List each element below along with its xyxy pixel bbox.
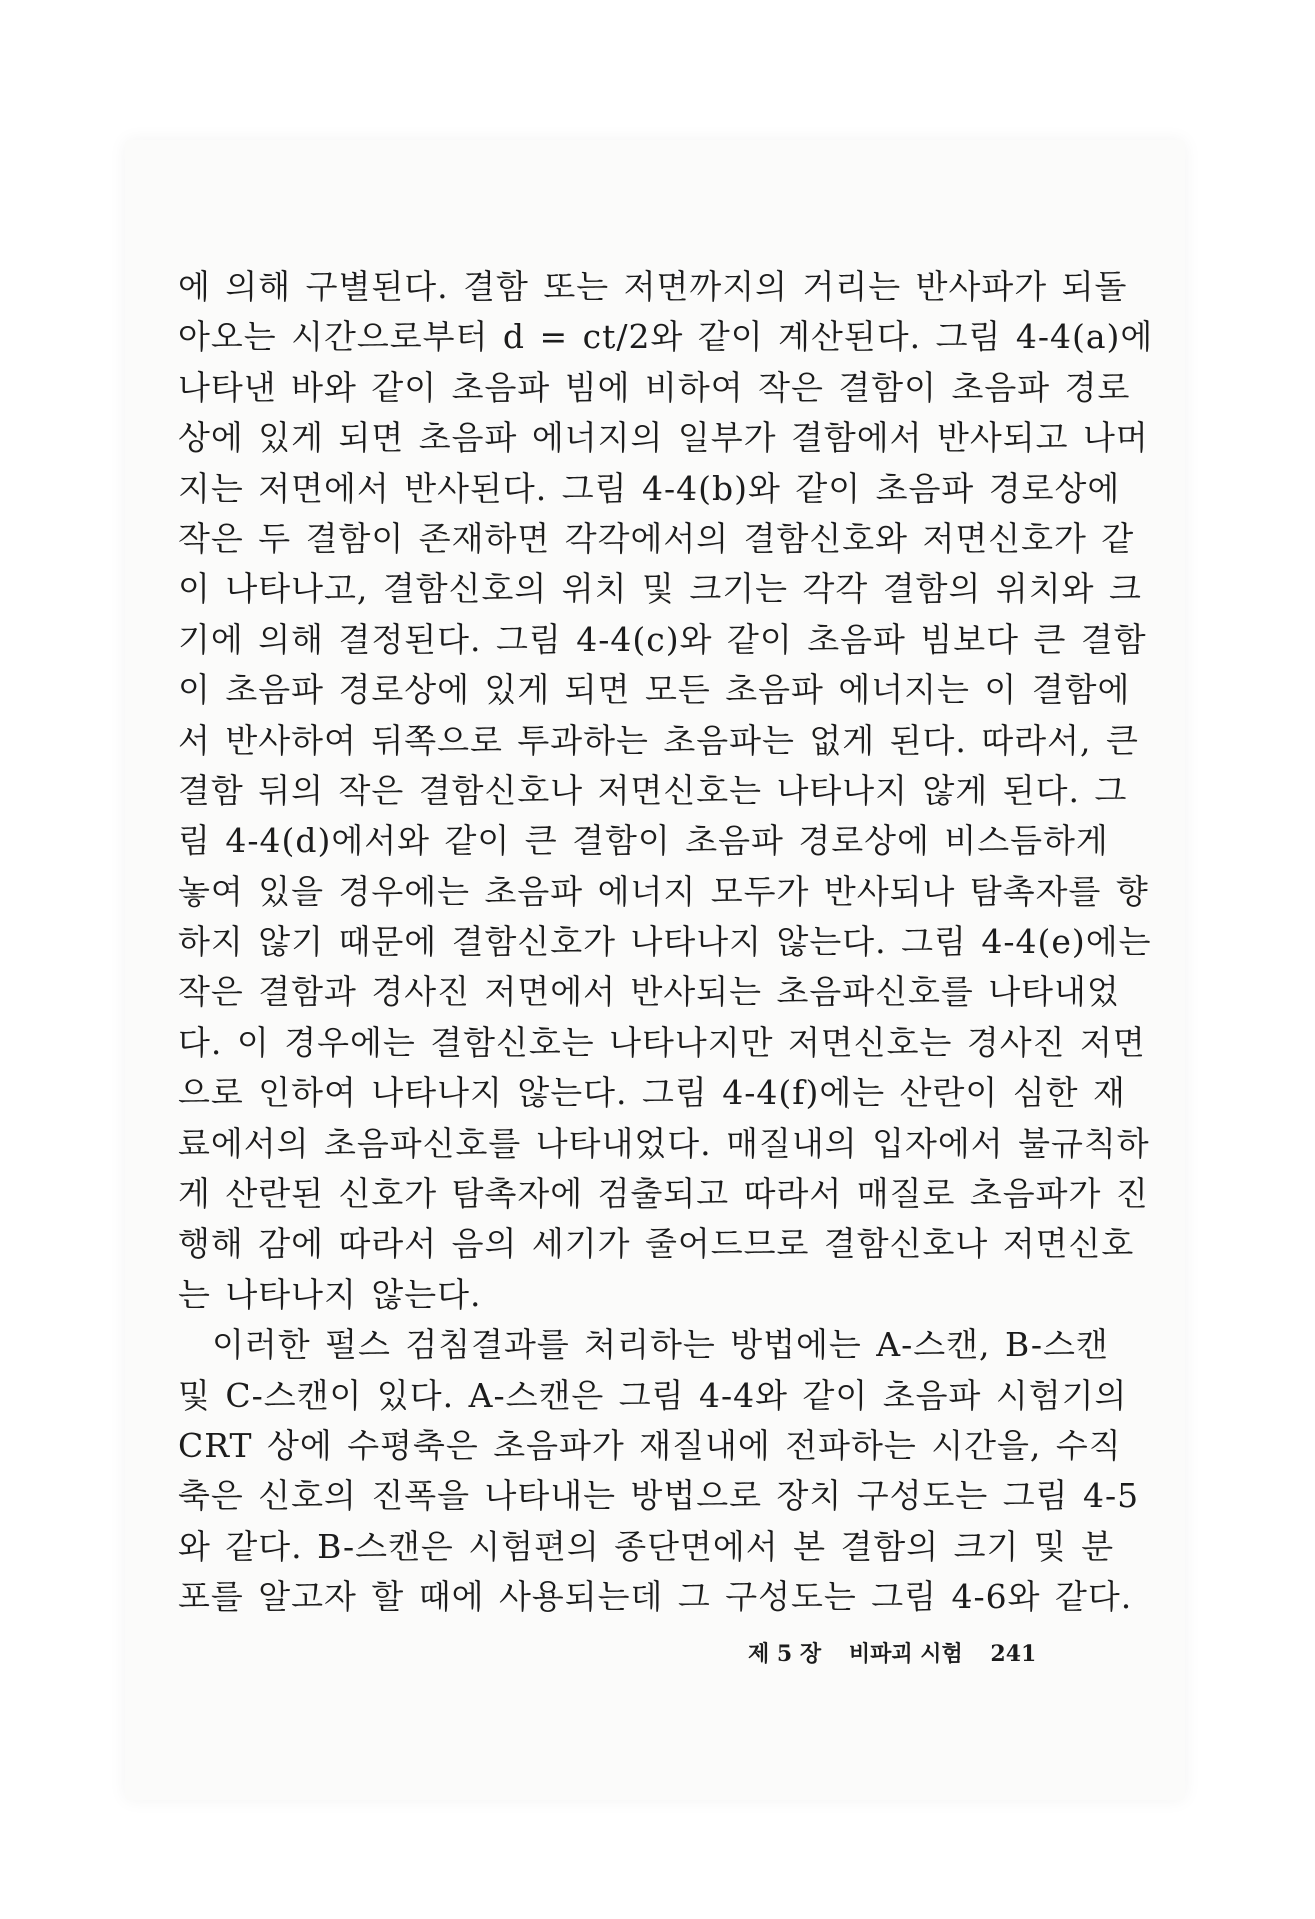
text-line: 료에서의 초음파신호를 나타내었다. 매질내의 입자에서 불규칙하 [178,1123,1150,1163]
text-line: 이 초음파 경로상에 있게 되면 모든 초음파 에너지는 이 결함에 [178,670,1131,710]
text-line: 아오는 시간으로부터 d = ct/2와 같이 계산된다. 그림 4-4(a)에 [178,317,1154,357]
text-line: 기에 의해 결정된다. 그림 4-4(c)와 같이 초음파 빔보다 큰 결함 [178,619,1147,659]
text-line: 으로 인하여 나타나지 않는다. 그림 4-4(f)에는 산란이 심한 재 [178,1073,1126,1113]
text-line: 하지 않기 때문에 결함신호가 나타나지 않는다. 그림 4-4(e)에는 [178,922,1152,962]
text-line: 이 나타나고, 결함신호의 위치 및 크기는 각각 결함의 위치와 크 [178,569,1142,609]
text-line: 포를 알고자 할 때에 사용되는데 그 구성도는 그림 4-6와 같다. [178,1577,1133,1617]
text-line: 는 나타나지 않는다. [178,1274,482,1314]
page-number: 241 [990,1641,1037,1667]
page-footer [748,1637,1056,1668]
text-line: 작은 두 결함이 존재하면 각각에서의 결함신호와 저면신호가 같 [178,518,1135,558]
text-line: 상에 있게 되면 초음파 에너지의 일부가 결함에서 반사되고 나머 [178,418,1149,458]
text-line: 놓여 있을 경우에는 초음파 에너지 모두가 반사되나 탐촉자를 향 [178,871,1149,911]
text-line: 작은 결함과 경사진 저면에서 반사되는 초음파신호를 나타내었 [178,972,1120,1012]
text-line: 및 C-스캔이 있다. A-스캔은 그림 4-4와 같이 초음파 시험기의 [178,1375,1128,1415]
text-line: 이러한 펄스 검침결과를 처리하는 방법에는 A-스캔, B-스캔 [212,1325,1109,1365]
text-line: 축은 신호의 진폭을 나타내는 방법으로 장치 구성도는 그림 4-5 [178,1476,1140,1516]
text-line: 서 반사하여 뒤쪽으로 투과하는 초음파는 없게 된다. 따라서, 큰 [178,720,1139,760]
text-line: 나타낸 바와 같이 초음파 빔에 비하여 작은 결함이 초음파 경로 [178,367,1131,407]
text-line: 게 산란된 신호가 탐촉자에 검출되고 따라서 매질로 초음파가 진 [178,1174,1149,1214]
text-line: 에 의해 구별된다. 결함 또는 저면까지의 거리는 반사파가 되돌 [178,267,1128,306]
text-line: 림 4-4(d)에서와 같이 큰 결함이 초음파 경로상에 비스듬하게 [178,821,1109,861]
text-line: CRT 상에 수평축은 초음파가 재질내에 전파하는 시간을, 수직 [178,1425,1122,1465]
text-line: 행해 감에 따라서 음의 세기가 줄어드므로 결함신호나 저면신호 [178,1224,1135,1264]
text-line: 와 같다. B-스캔은 시험편의 종단면에서 본 결함의 크기 및 분 [178,1526,1115,1566]
body-text [178,262,1154,1623]
chapter-label: 제 5 장 [748,1641,822,1667]
text-line: 지는 저면에서 반사된다. 그림 4-4(b)와 같이 초음파 경로상에 [178,468,1121,508]
text-line: 다. 이 경우에는 결함신호는 나타나지만 저면신호는 경사진 저면 [178,1022,1146,1062]
chapter-title: 비파괴 시험 [848,1641,963,1667]
text-line: 결함 뒤의 작은 결함신호나 저면신호는 나타나지 않게 된다. 그 [178,770,1128,810]
